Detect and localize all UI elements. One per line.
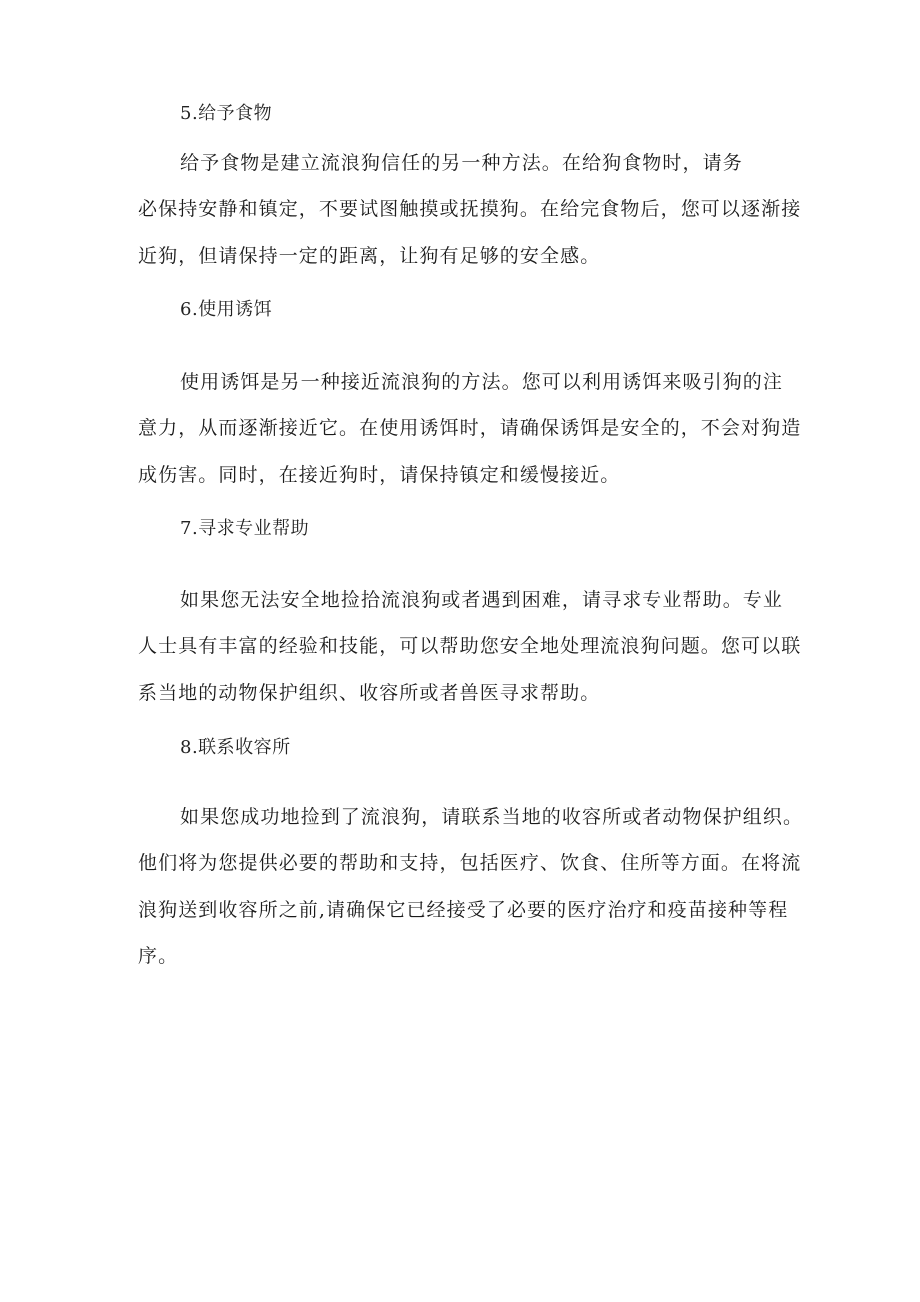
paragraph-line: 浪狗送到收容所之前,请确保它已经接受了必要的医疗治疗和疫苗接种等程 [138, 899, 789, 921]
section-heading-5: 5.给予食物 [180, 103, 273, 124]
paragraph-line: 必保持安静和镇定，不要试图触摸或抚摸狗。在给完食物后，您可以逐渐接 [138, 198, 802, 220]
paragraph-line: 系当地的动物保护组织、收容所或者兽医寻求帮助。 [138, 682, 601, 704]
paragraph-line: 人士具有丰富的经验和技能，可以帮助您安全地处理流浪狗问题。您可以联 [138, 635, 802, 657]
paragraph-line: 使用诱饵是另一种接近流浪狗的方法。您可以利用诱饵来吸引狗的注 [180, 371, 784, 393]
section-heading-6: 6.使用诱饵 [180, 299, 273, 320]
paragraph-line: 他们将为您提供必要的帮助和支持，包括医疗、饮食、住所等方面。在将流 [138, 852, 802, 874]
paragraph-line: 如果您无法安全地捡拾流浪狗或者遇到困难，请寻求专业帮助。专业 [180, 589, 784, 611]
paragraph-line: 意力，从而逐渐接近它。在使用诱饵时，请确保诱饵是安全的，不会对狗造 [138, 417, 802, 439]
paragraph-line: 成伤害。同时，在接近狗时，请保持镇定和缓慢接近。 [138, 464, 621, 486]
paragraph-line: 近狗，但请保持一定的距离，让狗有足够的安全感。 [138, 245, 601, 267]
paragraph-line: 序。 [138, 945, 179, 967]
paragraph-line: 如果您成功地捡到了流浪狗，请联系当地的收容所或者动物保护组织。 [180, 806, 804, 828]
section-heading-7: 7.寻求专业帮助 [180, 518, 310, 539]
paragraph-line: 给予食物是建立流浪狗信任的另一种方法。在给狗食物时，请务 [180, 152, 743, 174]
section-heading-8: 8.联系收容所 [180, 737, 291, 758]
